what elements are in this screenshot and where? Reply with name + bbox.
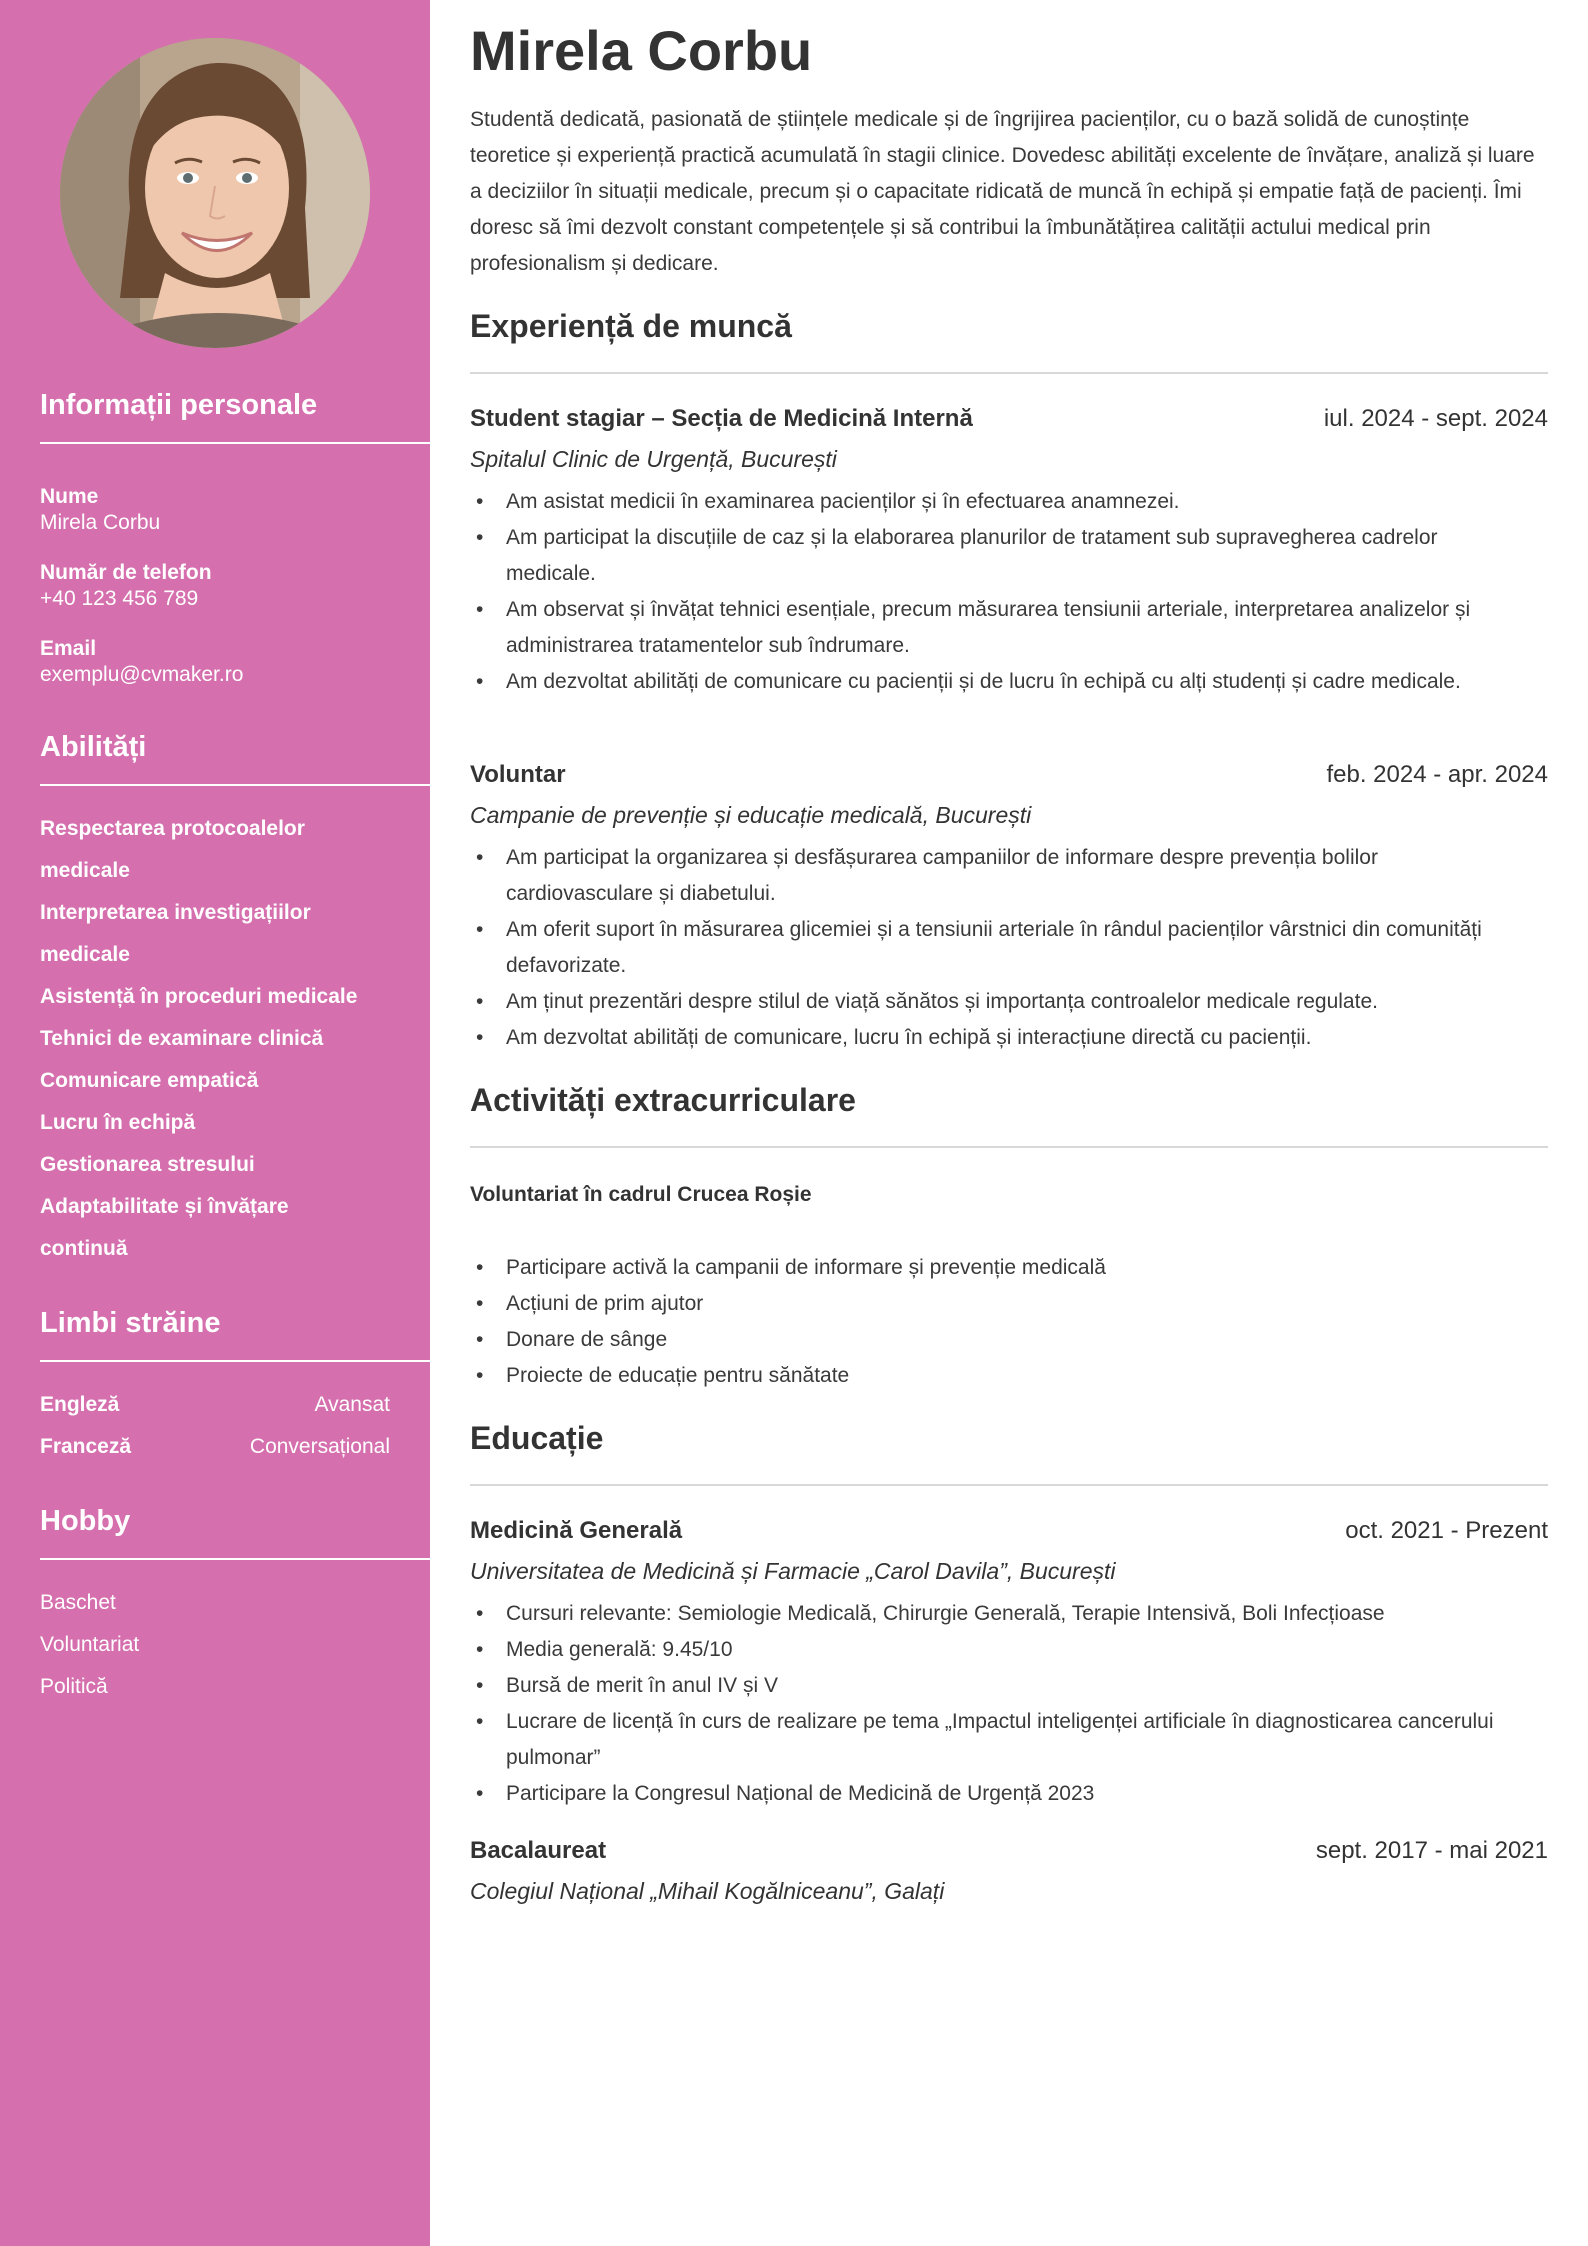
job-bullets: [470, 840, 1548, 1056]
education-date: oct. 2021 - Prezent: [1345, 1517, 1548, 1544]
language-level: Conversațional: [249, 1435, 390, 1458]
education-institution: Universitatea de Medicină și Farmacie „Carol Davila”, București: [470, 1558, 1116, 1584]
hobby-title: Hobby: [40, 1505, 131, 1537]
bullet-item: • Participare activă la campanii de informare și prevenție medicală: [470, 1250, 1506, 1286]
info-label: Nume: [40, 485, 99, 508]
education-header: [470, 1836, 1548, 1866]
hobby-item: Voluntariat: [40, 1633, 140, 1656]
skill-item: Respectarea protocoalelor medicale: [40, 817, 305, 882]
hobby-section: [0, 1504, 430, 1708]
bullet-item: • Am dezvoltat abilități de comunicare, lucru în echipă și interacțiune directă cu pacienții.: [470, 1020, 1506, 1056]
skill-item: Interpretarea investigațiilor medicale: [40, 901, 311, 966]
skill-item: Lucru în echipă: [40, 1111, 196, 1134]
language-name: Franceză: [40, 1435, 132, 1458]
education-header: [470, 1516, 1548, 1546]
bullet-item: • Am oferit suport în măsurarea glicemiei și a tensiunii arteriale în rândul pacienților vârstnici din comunități defavorizate.: [470, 912, 1506, 984]
skill-item: Gestionarea stresului: [40, 1153, 255, 1176]
job-bullets: [470, 484, 1548, 700]
hobby-item: Baschet: [40, 1591, 116, 1614]
job-header: [470, 404, 1548, 434]
bullet-item: • Media generală: 9.45/10: [470, 1632, 1506, 1668]
language-row: [40, 1384, 390, 1426]
bullet-item: • Donare de sânge: [470, 1322, 1506, 1358]
personal-info-section: [0, 388, 430, 712]
info-email: [40, 636, 430, 688]
extracurricular-title: Activități extracurriculare: [470, 1082, 856, 1118]
info-value: +40 123 456 789: [40, 587, 199, 610]
personal-info-title: Informații personale: [40, 389, 318, 421]
profile-photo: [60, 38, 370, 348]
bullet-item: • Lucrare de licență în curs de realizare pe tema „Impactul inteligenței artificiale în diagnosticarea cancerului pulmonar”: [470, 1704, 1506, 1776]
sidebar: [0, 0, 430, 2246]
bullet-item: • Cursuri relevante: Semiologie Medicală, Chirurgie Generală, Terapie Intensivă, Boli Infecțioase: [470, 1596, 1506, 1632]
education-title: Educație: [470, 1420, 604, 1456]
info-label: Email: [40, 637, 97, 660]
skills-title: Abilități: [40, 731, 147, 763]
section-divider: [470, 1484, 1548, 1486]
skill-item: Tehnici de examinare clinică: [40, 1027, 324, 1050]
education-institution: Colegiul Național „Mihail Kogălniceanu”, Galați: [470, 1878, 945, 1904]
portrait-image: [60, 38, 370, 348]
bullet-item: • Acțiuni de prim ajutor: [470, 1286, 1506, 1322]
education-date: sept. 2017 - mai 2021: [1315, 1837, 1548, 1864]
languages-title: Limbi străine: [40, 1307, 221, 1339]
activity-bullets: [470, 1250, 1548, 1394]
skill-item: Adaptabilitate și învățare continuă: [40, 1195, 289, 1260]
job-organization: Campanie de prevenție și educație medicală, București: [470, 802, 1032, 828]
info-phone: [40, 560, 430, 612]
skill-item: Asistență în proceduri medicale: [40, 985, 358, 1008]
job-header: [470, 760, 1548, 790]
language-name: Engleză: [40, 1393, 120, 1416]
job-organization: Spitalul Clinic de Urgență, București: [470, 446, 837, 472]
info-name: [40, 484, 430, 536]
bullet-item: • Am participat la organizarea și desfășurarea campaniilor de informare despre prevenția bolilor cardiovasculare și diabetului.: [470, 840, 1506, 912]
job-date: feb. 2024 - apr. 2024: [1326, 761, 1548, 788]
language-level: Avansat: [314, 1393, 390, 1416]
info-label: Număr de telefon: [40, 561, 212, 584]
candidate-name: Mirela Corbu: [470, 19, 813, 82]
bullet-item: • Proiecte de educație pentru sănătate: [470, 1358, 1506, 1394]
skills-section: [0, 730, 430, 1270]
education-degree: Medicină Generală: [470, 1517, 683, 1544]
bullet-item: • Am participat la discuțiile de caz și la elaborarea planurilor de tratament sub supravegherea cadrelor medicale.: [470, 520, 1506, 592]
job-date: iul. 2024 - sept. 2024: [1323, 405, 1548, 432]
education-bullets: [470, 1596, 1548, 1812]
bullet-item: • Participare la Congresul Național de Medicină de Urgență 2023: [470, 1776, 1506, 1812]
info-value: Mirela Corbu: [40, 511, 161, 534]
skill-item: Comunicare empatică: [40, 1069, 259, 1092]
profile-summary: Studentă dedicată, pasionată de științele medicale și de îngrijirea pacienților, cu o bază solidă de cunoștințe teoretice și experiență practică acumulată în stagii clinice. Dovedesc abilități excelente de învățare, analiză și luare a deciziilor în situații medicale, precum și o capacitate ridicată de muncă în echipă și empatie față de pacienți. Îmi doresc să îmi dezvolt constant competențele și să contribui la îmbunătățirea calității actului medical prin profesionalism și dedicare.: [470, 108, 1535, 275]
section-divider: [470, 372, 1548, 374]
bullet-item: • Bursă de merit în anul IV și V: [470, 1668, 1506, 1704]
section-divider: [470, 1146, 1548, 1148]
language-row: [40, 1426, 390, 1468]
bullet-item: • Am ținut prezentări despre stilul de viață sănătos și importanța controalelor medicale regulate.: [470, 984, 1506, 1020]
bullet-item: • Am asistat medicii în examinarea pacienților și în efectuarea anamnezei.: [470, 484, 1506, 520]
hobby-item: Politică: [40, 1675, 108, 1698]
job-title: Voluntar: [470, 761, 566, 788]
education-degree: Bacalaureat: [470, 1837, 607, 1864]
bullet-item: • Am observat și învățat tehnici esențiale, precum măsurarea tensiunii arteriale, interpretarea analizelor și administrarea tratamentelor sub îndrumare.: [470, 592, 1506, 664]
job-title: Student stagiar – Secția de Medicină Internă: [470, 405, 973, 432]
activity-title: Voluntariat în cadrul Crucea Roșie: [470, 1183, 812, 1206]
experience-title: Experiență de muncă: [470, 308, 792, 344]
bullet-item: • Am dezvoltat abilități de comunicare cu pacienții și de lucru în echipă cu alți studenți și cadre medicale.: [470, 664, 1506, 700]
email-link[interactable]: exemplu@cvmaker.ro: [40, 663, 244, 686]
languages-section: [0, 1306, 430, 1468]
